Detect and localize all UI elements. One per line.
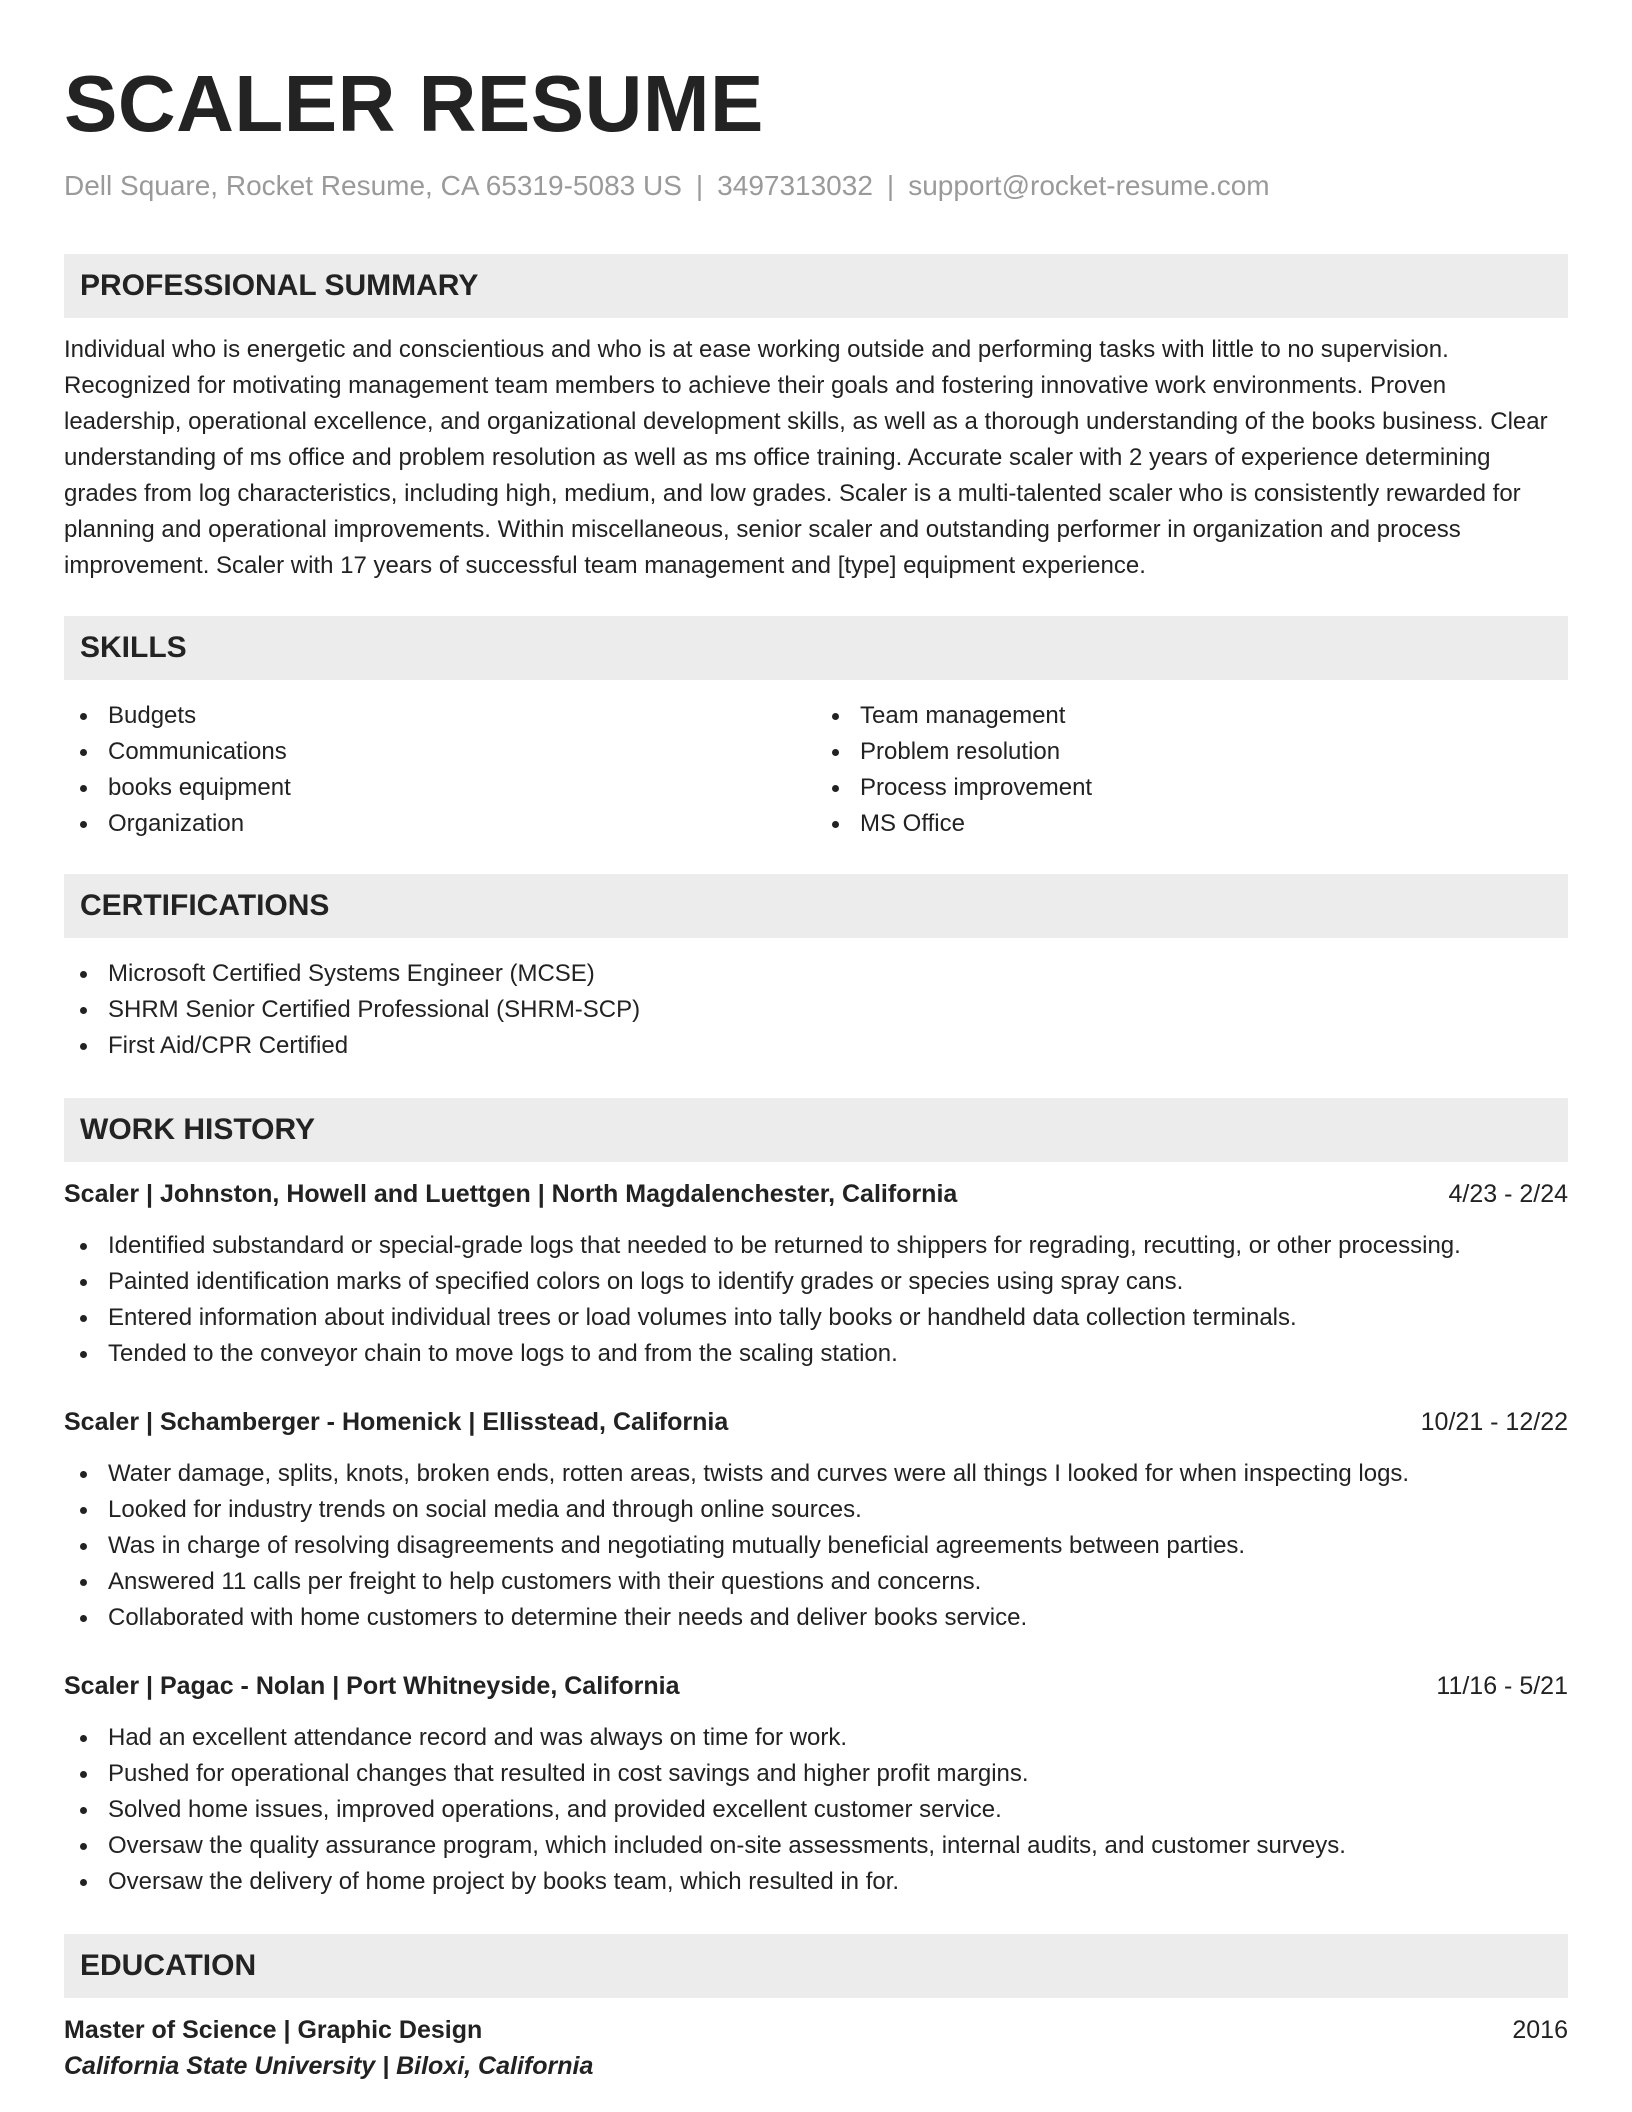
list-item: books equipment [64,770,816,806]
list-item: Had an excellent attendance record and was always on time for work. [64,1720,1568,1756]
section-header-education: EDUCATION [64,1934,1568,1998]
list-item: Was in charge of resolving disagreements and negotiating mutually beneficial agreements between parties. [64,1528,1568,1564]
contact-email: support@rocket-resume.com [908,170,1270,201]
list-item: Water damage, splits, knots, broken ends, rotten areas, twists and curves were all things I looked for when inspecting logs. [64,1456,1568,1492]
job-bullets [64,1720,1568,1900]
contact-line [64,168,1568,204]
list-item: Oversaw the quality assurance program, which included on-site assessments, internal audits, and customer surveys. [64,1828,1568,1864]
list-item: Microsoft Certified Systems Engineer (MCSE) [64,956,1568,992]
job-header [64,1668,1568,1704]
job-entry [64,1176,1568,1372]
list-item: Collaborated with home customers to determine their needs and deliver books service. [64,1600,1568,1636]
list-item: SHRM Senior Certified Professional (SHRM-SCP) [64,992,1568,1028]
job-dates: 10/21 - 12/22 [1420,1408,1568,1436]
section-header-skills: SKILLS [64,616,1568,680]
section-header-certifications: CERTIFICATIONS [64,874,1568,938]
section-header-work-history: WORK HISTORY [64,1098,1568,1162]
certifications-list [64,956,1568,1064]
education-header [64,2012,1568,2048]
job-bullets [64,1228,1568,1372]
job-bullets [64,1456,1568,1636]
skills-left-list [64,698,816,842]
list-item: Looked for industry trends on social media and through online sources. [64,1492,1568,1528]
list-item: Budgets [64,698,816,734]
contact-separator: | [695,170,704,201]
job-header [64,1404,1568,1440]
list-item: Pushed for operational changes that resulted in cost savings and higher profit margins. [64,1756,1568,1792]
list-item: Oversaw the delivery of home project by books team, which resulted in for. [64,1864,1568,1900]
contact-phone: 3497313032 [717,170,873,201]
summary-text: Individual who is energetic and conscientious and who is at ease working outside and performing tasks with little to no supervision. Recognized for motivating management team members to achieve their goals and fostering innovative work environments. Proven leadership, operational excellence, and organizational development skills, as well as a thorough understanding of the books business. Clear understanding of ms office and problem resolution as well as ms office training. Accurate scaler with 2 years of experience determining grades from log characteristics, including high, medium, and low grades. Scaler is a multi-talented scaler who is consistently rewarded for planning and operational improvements. Within miscellaneous, senior scaler and outstanding performer in organization and process improvement. Scaler with 17 years of successful team management and [type] equipment experience. [64,336,1548,579]
list-item: Problem resolution [816,734,1568,770]
education-degree: Master of Science | Graphic Design [64,2016,483,2044]
contact-address: Dell Square, Rocket Resume, CA 65319-5083 US [64,170,682,201]
education-year: 2016 [1512,2016,1568,2044]
job-entry [64,1404,1568,1636]
list-item: Entered information about individual trees or load volumes into tally books or handheld data collection terminals. [64,1300,1568,1336]
job-header [64,1176,1568,1212]
list-item: MS Office [816,806,1568,842]
list-item: Tended to the conveyor chain to move logs to and from the scaling station. [64,1336,1568,1372]
job-dates: 4/23 - 2/24 [1448,1180,1568,1208]
list-item: First Aid/CPR Certified [64,1028,1568,1064]
job-dates: 11/16 - 5/21 [1436,1672,1568,1700]
skills-right-list [816,698,1568,842]
education-school: California State University | Biloxi, California [64,2052,594,2080]
list-item: Identified substandard or special-grade logs that needed to be returned to shippers for regrading, recutting, or other processing. [64,1228,1568,1264]
job-title: Scaler | Pagac - Nolan | Port Whitneyside, California [64,1672,680,1700]
section-header-summary: PROFESSIONAL SUMMARY [64,254,1568,318]
list-item: Painted identification marks of specified colors on logs to identify grades or species using spray cans. [64,1264,1568,1300]
skills-columns [64,698,1568,842]
resume-name: SCALER RESUME [64,59,764,148]
list-item: Process improvement [816,770,1568,806]
list-item: Team management [816,698,1568,734]
list-item: Organization [64,806,816,842]
job-title: Scaler | Schamberger - Homenick | Ellisstead, California [64,1408,729,1436]
contact-separator: | [886,170,895,201]
job-entry [64,1668,1568,1900]
job-title: Scaler | Johnston, Howell and Luettgen | North Magdalenchester, California [64,1180,958,1208]
list-item: Communications [64,734,816,770]
list-item: Solved home issues, improved operations, and provided excellent customer service. [64,1792,1568,1828]
list-item: Answered 11 calls per freight to help customers with their questions and concerns. [64,1564,1568,1600]
